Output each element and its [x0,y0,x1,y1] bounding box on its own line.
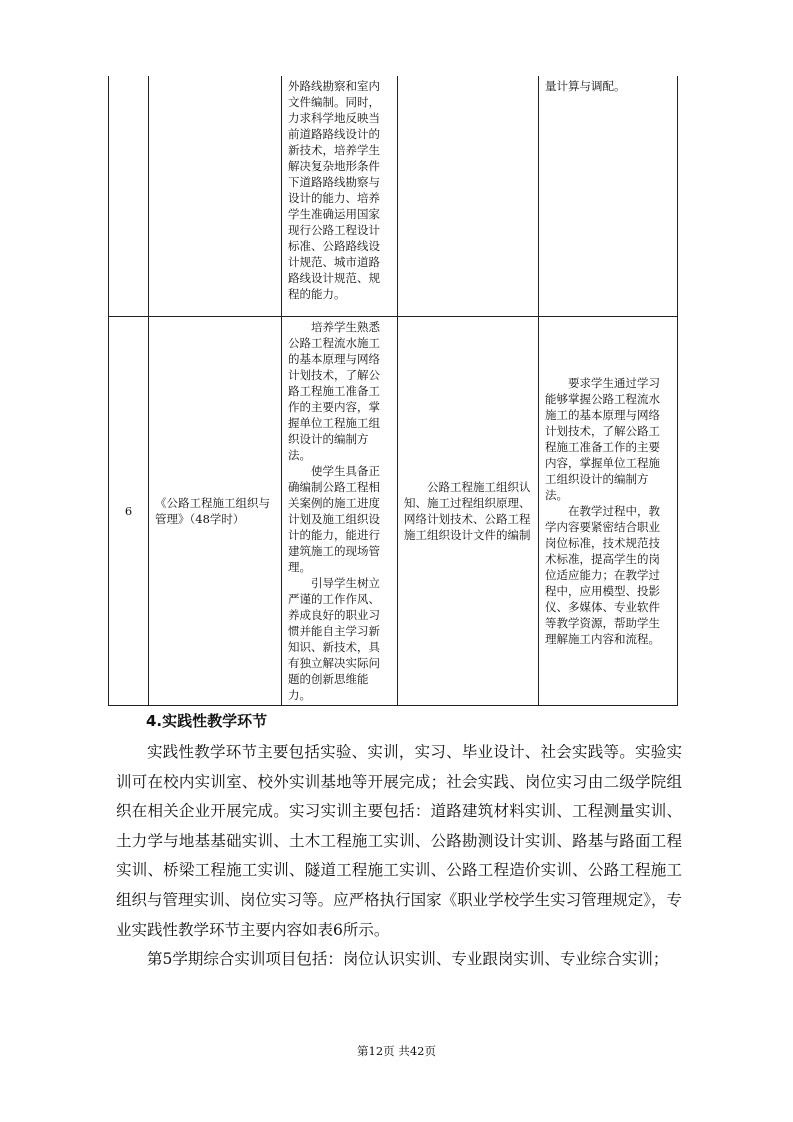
requirement-paragraph: 在教学过程中，教学内容要紧密结合职业岗位标准，技术规范技术标准，提高学生的岗位适应能力；在教学过程中，应用模型、投影仪、多媒体、专业软件等教学资源，帮助学生理解施工内容和流程。 [545,504,660,646]
goal-cell [282,76,398,317]
course-table [108,76,678,706]
requirement-text: 量计算与调配。 [545,79,626,93]
requirement-cell [539,317,678,706]
content-cell [398,317,539,706]
goal-paragraph: 引导学生树立严谨的工作作风、养成良好的职业习惯并能自主学习新知识、新技术，具有独立解决实际问题的创新思维能力。 [288,576,380,702]
section-body [116,738,682,975]
content-text: 公路工程施工组织认知、施工过程组织原理、网络计划技术、公路工程施工组织设计文件的编制 [404,480,531,542]
goal-cell [282,317,398,706]
goal-paragraph: 使学生具备正确编制公路工程相关案例的施工进度计划及施工组织设计的能力，能进行建筑施工的现场管理。 [288,464,380,574]
body-paragraph: 实践性教学环节主要包括实验、实训，实习、毕业设计、社会实践等。实验实训可在校内实训室、校外实训基地等开展完成；社会实践、岗位实习由二级学院组织在相关企业开展完成。实习实训主要包括：道路建筑材料实训、工程测量实训、土力学与地基基础实训、土木工程施工实训、公路勘测设计实训、路基与路面工程实训、桥梁工程施工实训、隧道工程施工实训、公路工程造价实训、公路工程施工组织与管理实训、岗位实习等。应严格执行国家《职业学校学生实习管理规定》，专业实践性教学环节主要内容如表6所示。 [116,743,682,939]
section-heading: 4.实践性教学环节 [146,712,268,730]
course-cell [149,76,282,317]
table-row [109,76,678,317]
course-title: 《公路工程施工组织与管理》（48学时） [155,496,270,526]
table-row [109,317,678,706]
course-cell [149,317,282,706]
body-paragraph: 第5学期综合实训项目包括：岗位认识实训、专业跟岗实训、专业综合实训； [147,950,669,969]
number-cell: 6 [109,317,149,706]
goal-text: 外路线勘察和室内文件编制。同时，力求科学地反映当前道路路线设计的新技术，培养学生解决复杂地形条件下道路路线勘察与设计的能力、培养学生准确运用国家现行公路工程设计标准、公路路线设计规范、城市道路路线设计规范、规程的能力。 [288,79,380,301]
number-cell [109,76,149,317]
requirement-paragraph: 要求学生通过学习能够掌握公路工程流水施工的基本原理与网络计划技术，了解公路工程施工准备工作的主要内容，掌握单位工程施工组织设计的编制方法。 [545,376,660,502]
content-cell [398,76,539,317]
page-footer: 第12页 共42页 [357,1044,436,1058]
goal-paragraph: 培养学生熟悉公路工程流水施工的基本原理与网络计划技术，了解公路工程施工准备工作的主要内容，掌握单位工程施工组织设计的编制方法。 [288,320,380,462]
requirement-cell [539,76,678,317]
